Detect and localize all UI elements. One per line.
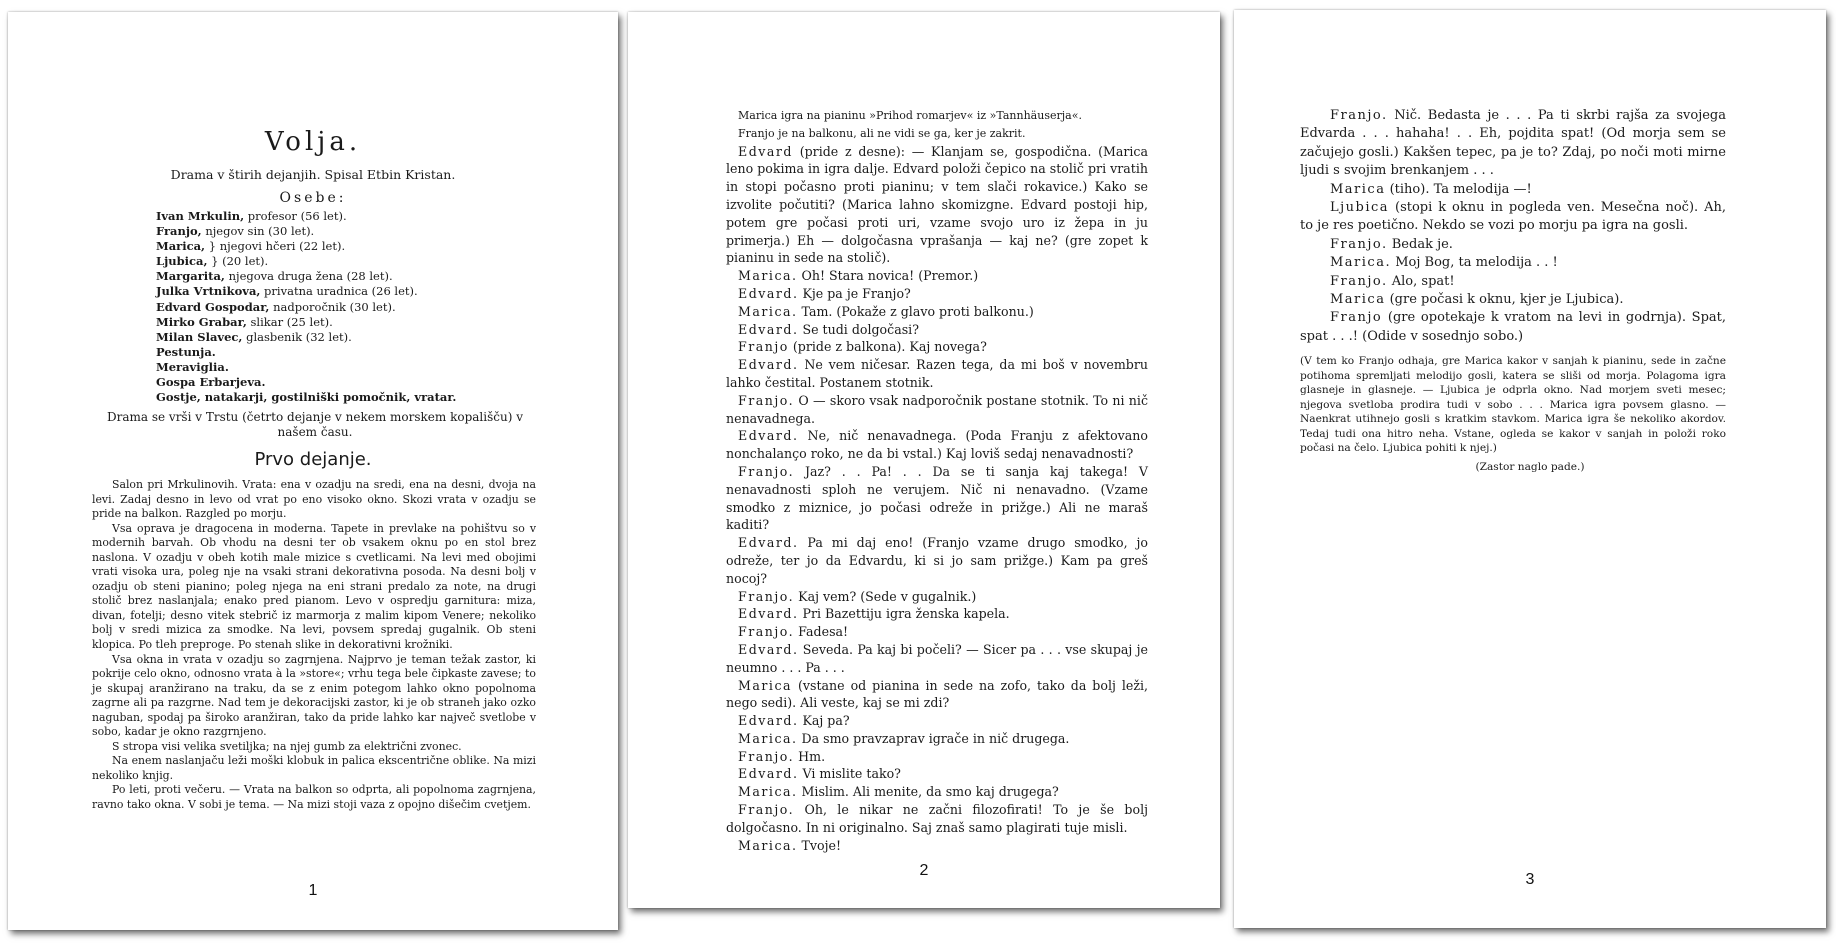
dialogue-text [1300,107,1726,346]
cast-name: Edvard Gospodar, [156,299,270,314]
dialogue-line [726,125,1148,143]
cast-member [156,315,496,330]
dialogue-line [726,143,1148,268]
line-text: Oh, le nikar ne začni filozofirati! To je še bolj dolgočasno. In ni originalno. Saj znaš samo plagirati tuje misli. [726,802,1148,835]
dialogue-line [726,605,1148,623]
page-number: 3 [1525,871,1535,888]
cast-member [156,284,496,299]
dialogue-line [726,321,1148,339]
paragraph: S stropa visi velika svetiljka; na njej gumb za električni zvonec. [112,739,462,753]
speaker-name: Franjo. [738,748,795,764]
speaker-name: Edvard. [738,428,799,444]
line-text: Fadesa! [794,624,849,640]
line-text: Bedak je. [1387,236,1453,252]
speaker-name: Franjo. [738,802,795,818]
dialogue-line [726,712,1148,730]
cast-description: nadporočnik (30 let). [269,299,396,314]
play-subtitle: Drama v štirih dejanjih. Spisal Etbin Kristan. [170,167,456,182]
dialogue-line [726,783,1148,801]
line-text: (vstane od pianina in sede na zofo, tako da bolj leži, nego sedi). Ali veste, kaj se mi zdi? [726,677,1148,711]
line-text: Kje pa je Franjo? [798,285,911,301]
dialogue-line [726,107,1148,125]
cast-member [156,330,496,345]
setting-note: Drama se vrši v Trstu (četrto dejanje v nekem morskem kopališču) v našem času. [106,410,523,439]
line-text: (tiho). Ta melodija —! [1385,181,1532,197]
line-text: Pa mi daj eno! (Franjo vzame drugo smodko, jo odreže, ter jo da Edvardu, ki si jo sam prižge.) Kam pa greš nocoj? [726,535,1148,586]
speaker-name: Marica. [1330,255,1392,271]
cast-name: Pestunja. [156,344,216,359]
cast-name: Gostje, natakarji, gostilniški pomočnik, vratar. [156,390,457,405]
line-text: (stopi k oknu in pogleda ven. Mesečna noč). Ah, to je res poetično. Nekdo se vozi po morju pa igra na gosli. [1300,200,1726,234]
paragraph: Vsa okna in vrata v ozadju so zagrnjena. Najprvo je teman težak zastor, ki pokrije celo okno, odnosno vrata à la »store«; vrhu tega bele čipkaste zavese; to je skupaj aranžirano na traku, da se z enim potegom lahko okno popolnoma zagrne ali pa razgrne. Nad tem je dekoracijski zastor, ki je ob straneh jako ozko naguban, spodaj pa široko aranžiran, tako da pride lahko kar največ svetlobe v sobo, kadar je okno razgrnjeno. [92,652,536,739]
dialogue-line [1300,291,1726,309]
speaker-name: Franjo. [738,588,795,604]
dialogue-line [726,801,1148,837]
dialogue-line [1300,181,1726,199]
line-text: Se tudi dolgočasi? [798,321,919,337]
cast-name: Milan Slavec, [156,329,243,344]
line-text: (pride z balkona). Kaj novega? [788,339,987,355]
speaker-name: Marica [1330,181,1386,197]
speaker-name: Franjo [738,339,789,355]
speaker-name: Edvard. [738,535,799,551]
speaker-name: Marica. [738,730,798,746]
dialogue-line [726,427,1148,463]
cast-name: Mirko Grabar, [156,314,247,329]
dialogue-line [726,837,1148,855]
stage-direction: (V tem ko Franjo odhaja, gre Marica kakor v sanjah k pianinu, sede in začne potihoma spremljati melodijo gosli, katera se sliši od morja. Polagoma igra glasneje in glasneje. — Ljubica je odprla okno. Nad morjem sveti mesec; njegova svetloba prodira tudi v sobo . . . Marica igra povsem glasno. — Naenkrat utihnejo gosli s kratkim stavkom. Marica igra še nekoliko akordov. Tedaj tudi ona hitro neha. Vstane, ogleda se kakor v sanjah in položi roko počasi na čelo. Ljubica pohiti k njej.) [1300,355,1726,454]
cast-description: } njegovi hčeri (22 let). [205,239,346,254]
cast-member [156,269,496,284]
line-text: O — skoro vsak nadporočnik postane stotnik. To ni nič nenavadnega. [726,392,1148,426]
cast-name: Ljubica, [156,254,208,269]
line-text: (gre počasi k oknu, kjer je Ljubica). [1385,292,1624,308]
speaker-name: Edvard. [738,321,799,337]
document-page-3 [1234,10,1826,928]
cast-name: Ivan Mrkulin, [156,209,245,223]
dialogue-line [1300,273,1726,291]
cast-member [156,254,496,269]
speaker-name: Edvard. [738,285,799,301]
line-text: Alo, spat! [1387,273,1455,289]
cast-member [156,224,496,239]
dialogue-line [726,588,1148,606]
cast-name: Marica, [156,239,206,254]
cast-member [156,360,496,375]
dialogue-line [726,623,1148,641]
dialogue-line [1300,254,1726,272]
speaker-name: Marica. [738,268,798,284]
speaker-name: Franjo. [1330,236,1388,252]
cast-description: njegov sin (30 let). [201,224,315,239]
paragraph: Po leti, proti večeru. — Vrata na balkon so odprta, ali popolnoma zagrnjena, ravno tako okna. V sobi je tema. — Na mizi stoji vaza z opojno dišečim cvetjem. [92,783,536,812]
dialogue-line [726,356,1148,392]
paragraph: Salon pri Mrkulinovih. Vrata: ena v ozadju na sredi, ena na desni, dvoja na levi. Zadaj desno in levo od vrat po eno visoko okno. Skozi vrata v ozadju se pride na balkon. Razgled po morju. [92,478,536,521]
speaker-name: Ljubica [1330,200,1390,216]
line-text: Kaj vem? (Sede v gugalnik.) [794,588,977,604]
dialogue-line [726,338,1148,356]
cast-member [156,300,496,315]
cast-member [156,345,496,360]
line-text: Hm. [794,748,826,764]
cast-heading: Osebe: [279,190,347,206]
speaker-name: Edvard. [738,713,799,729]
speaker-name: Edvard [738,143,793,159]
page-number: 2 [919,862,929,879]
line-text: Oh! Stara novica! (Premor.) [797,268,979,284]
document-page-2 [628,12,1220,908]
speaker-name: Marica [738,677,793,693]
cast-member [156,209,496,224]
cast-description: } (20 let). [207,254,269,269]
cast-description: profesor (56 let). [244,209,347,223]
speaker-name: Edvard. [738,641,799,657]
dialogue-line [726,534,1148,587]
act-heading: Prvo dejanje. [254,449,372,470]
play-title: Volja. [264,127,362,157]
dialogue-line [726,285,1148,303]
dialogue-line [1300,199,1726,236]
speaker-name: Marica. [738,784,798,800]
line-text: Ne, nič nenavadnega. (Poda Franju z afektovano nonchalanço roko, ne da bi vstal.) Kaj loviš sedaj nenavadnosti? [726,428,1148,462]
line-text: Franjo je na balkonu, ali ne vidi se ga, ker je zakrit. [738,126,1026,140]
line-text: Nič. Bedasta je . . . Pa ti skrbi rajša za svojega Edvarda . . . hahaha! . . Eh, pojdita spat! (Od morja sem se začujejo gosli.) Kakšen tepec, pa je to? Zdaj, po noči moti mirne ljudi s svojim brenkanjem . . . [1300,108,1726,179]
dialogue-line [1300,107,1726,181]
speaker-name: Marica. [738,837,798,853]
dialogue-line [726,392,1148,428]
dialogue-line [726,677,1148,713]
speaker-name: Franjo. [738,463,795,479]
stage-description [92,478,536,813]
cast-member [156,375,496,390]
cast-description: slikar (25 let). [246,314,333,329]
line-text: Moj Bog, ta melodija . . ! [1391,255,1558,271]
dialogue-line [726,463,1148,534]
cast-description: njegova druga žena (28 let). [224,269,393,284]
line-text: Mislim. Ali menite, da smo kaj drugega? [797,784,1059,800]
line-text: Tam. (Pokaže z glavo proti balkonu.) [797,303,1034,319]
speaker-name: Franjo. [738,624,795,640]
speaker-name: Edvard. [738,766,799,782]
cast-description: privatna uradnica (26 let). [260,284,418,299]
speaker-name: Marica [1330,292,1386,308]
speaker-name: Marica. [738,303,798,319]
paragraph: Vsa oprava je dragocena in moderna. Tapete in prevlake na pohištvu so v modernih barvah. Ob vhodu na desni ter ob vsakem oknu po en stol brez naslona. V ozadju v obeh kotih male mizice s cvetlicami. Na levi med obojimi vrati visoka ura, poleg nje na vsaki strani dekorativna posoda. Na desni bolj v ozadju ob steni pianino; poleg njega na eni strani predalo za note, na drugi stolič brez naslanjala; enako pred pianom. Levo v ospredju garnitura: miza, divan, fotelji; desno vitek stebrič iz marmorja z malim kipom Venere; nekoliko bolj v sredi mizica za smodke. Na levi, povsem spredaj gugalnik. Ob steni klopica. Po tleh preproge. Po stenah slike in dekorativni krožniki. [92,521,536,652]
cast-name: Gospa Erbarjeva. [156,375,266,390]
line-text: Kaj pa? [798,713,850,729]
dialogue-line [726,748,1148,766]
line-text: Jaz? . . Pa! . . Da se ti sanja kaj takega! V nenavadnosti sploh ne verujem. Nič ni nenavadno. (Vzame smodko z miznice, jo počasi odreže in prižge.) Ali ne maraš kaditi? [726,463,1148,533]
cast-name: Meraviglia. [156,359,229,374]
line-text: Da smo pravzaprav igrače in nič drugega. [797,730,1070,746]
speaker-name: Franjo. [738,392,795,408]
line-text: Pri Bazettiju igra ženska kapela. [798,606,1010,622]
line-text: Ne vem ničesar. Razen tega, da mi boš v novembru lahko čestital. Postanem stotnik. [726,357,1148,390]
cast-description: glasbenik (32 let). [242,329,352,344]
line-text: Marica igra na pianinu »Prihod romarjev« iz »Tannhäuserja«. [738,109,1082,122]
paragraph: Na enem naslanjaču leži moški klobuk in palica ekscentrične oblike. Na mizi nekoliko knjig. [92,754,536,782]
dialogue-line [726,730,1148,748]
page-number: 1 [308,882,318,899]
dialogue-text [726,107,1148,854]
speaker-name: Edvard. [738,357,799,373]
line-text: (gre opotekaje k vratom na levi in godrnja). Spat, spat . . .! (Odide v sosednjo sobo.) [1300,310,1726,344]
dialogue-line [726,765,1148,783]
speaker-name: Edvard. [738,606,799,622]
curtain-note: (Zastor naglo pade.) [1475,461,1585,473]
dialogue-line [1300,309,1726,346]
dialogue-line [1300,236,1726,254]
cast-name: Julka Vrtnikova, [156,284,261,299]
line-text: Tvoje! [797,837,842,853]
line-text: Vi mislite tako? [798,766,901,782]
cast-member [156,239,496,254]
line-text: Seveda. Pa kaj bi počeli? — Sicer pa . . . vse skupaj je neumno . . . Pa . . . [726,641,1148,675]
cast-name: Franjo, [156,224,202,239]
speaker-name: Franjo. [1330,273,1388,289]
speaker-name: Franjo. [1330,108,1388,123]
dialogue-line [726,641,1148,677]
cast-list [156,209,496,405]
document-page-1 [8,12,618,930]
cast-member [156,390,496,405]
dialogue-line [726,303,1148,321]
cast-name: Margarita, [156,269,225,284]
line-text: (pride z desne): — Klanjam se, gospodična. (Marica leno pokima in igra dalje. Edvard položi čepico na stolič pri vratih in stopi počasno proti pianinu; v tem slači rokavice.) Kako se izvolite počutiti? (Marica lahno skomizgne. Edvard postoji hip, potem gre počasi proti uri, vzame svojo uro iz žepa in ju primerja.) Eh — dolgočasna vprašanja — kaj ne? (gre zopet k pianinu in sede na stolič). [726,143,1148,266]
speaker-name: Franjo [1330,310,1383,326]
dialogue-line [726,267,1148,285]
